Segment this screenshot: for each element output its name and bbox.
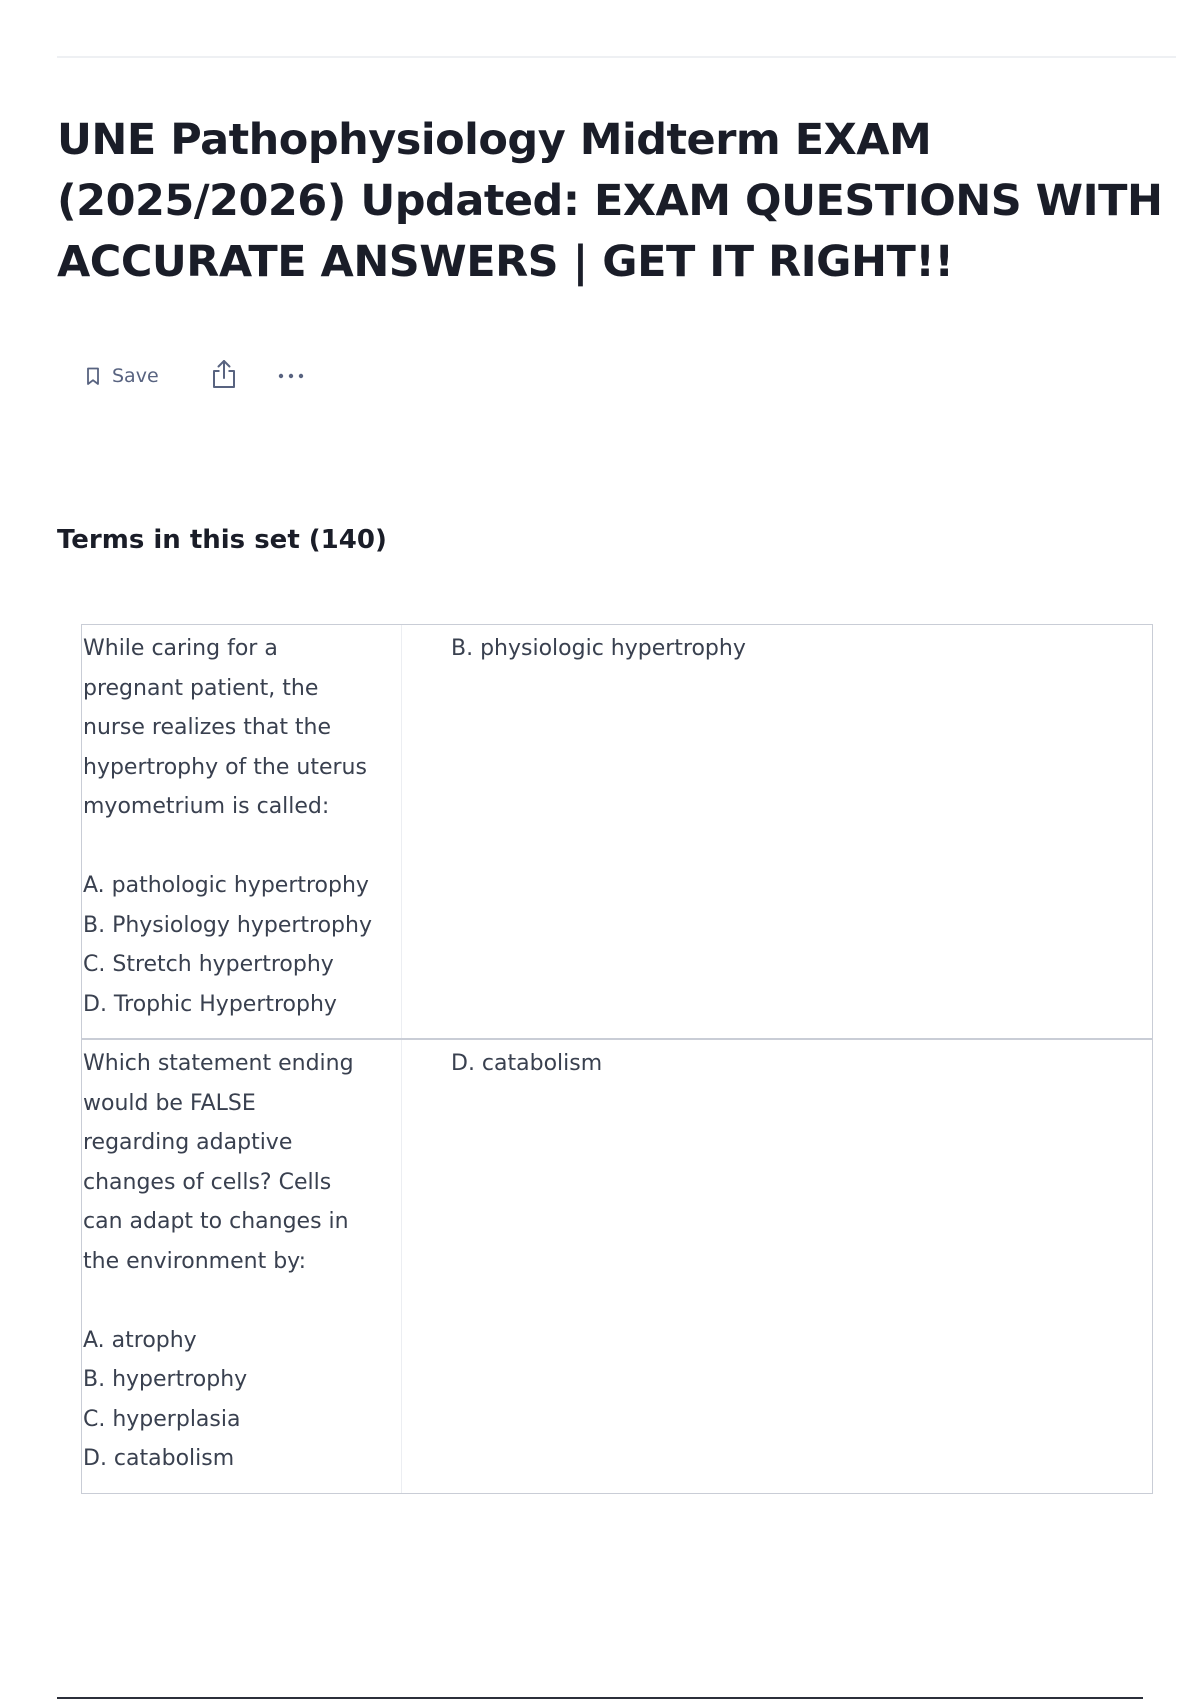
- save-button-label: Save: [112, 365, 159, 387]
- term-answer: D. catabolism: [451, 1051, 603, 1076]
- save-button[interactable]: [86, 365, 159, 387]
- term-row: [82, 625, 1152, 1038]
- page-title: UNE Pathophysiology Midterm EXAM (2025/2026) Updated: EXAM QUESTIONS WITH ACCURATE ANSWERS | GET IT RIGHT!!: [57, 115, 1163, 287]
- bottom-divider: [57, 1697, 1143, 1699]
- terms-table: [81, 624, 1153, 1494]
- term-question: Which statement ending would be FALSE regarding adaptive changes of cells? Cells can adapt to changes in the environment by: A. atrophy B. hypertrophy C. hyperplasia D. catabolism: [82, 1040, 402, 1493]
- top-divider: [57, 56, 1176, 58]
- set-toolbar: [86, 358, 305, 394]
- more-options-icon: [277, 367, 305, 385]
- bookmark-icon: [86, 367, 100, 386]
- terms-count-heading: Terms in this set (140): [57, 525, 387, 555]
- share-button[interactable]: [211, 359, 237, 394]
- share-icon: [211, 359, 237, 394]
- term-row: [82, 1038, 1152, 1493]
- term-answer: B. physiologic hypertrophy: [451, 636, 746, 661]
- more-options-button[interactable]: [277, 367, 305, 385]
- term-question: While caring for a pregnant patient, the nurse realizes that the hypertrophy of the uterus myometrium is called: A. pathologic hypertrophy B. Physiology hypertrophy C. Stretch hypertrophy D. Trophic Hypertrophy: [82, 625, 402, 1038]
